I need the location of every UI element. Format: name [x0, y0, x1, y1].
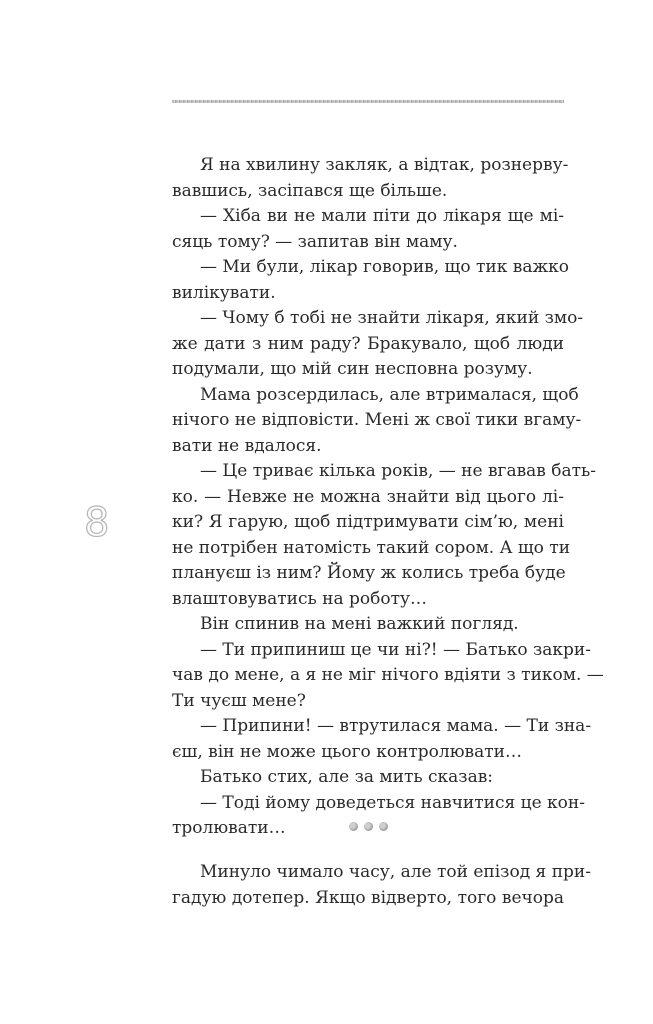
text-line: же дати з ним раду? Бракувало, щоб люди — [172, 333, 564, 354]
text-line: плануєш із ним? Йому ж колись треба буде — [172, 563, 566, 583]
page-number: 8 — [84, 500, 110, 546]
text-line: ко. — Невже не можна знайти від цього лі- — [172, 486, 564, 507]
text-line: — Тоді йому доведеться навчитися це кон- — [200, 792, 585, 813]
text-line: сяць тому? — запитав він маму. — [172, 231, 458, 252]
separator-dot — [379, 822, 388, 831]
text-line: тролювати… — [172, 818, 286, 838]
section-separator — [349, 822, 388, 831]
text-line: влаштовуватись на роботу… — [172, 588, 428, 609]
text-line: ки? Я гарую, щоб підтримувати сім’ю, мені — [172, 512, 564, 532]
text-line: Я на хвилину закляк, а відтак, рознерву- — [200, 155, 569, 175]
text-line: — Припини! — втрутилася мама. — Ти зна- — [200, 716, 592, 736]
text-line: Мама розсердилась, але втрималася, щоб — [200, 384, 579, 405]
text-line: не потрібен натомість такий сором. А що ти — [172, 537, 571, 558]
text-line: чав до мене, а я не міг нічого вдіяти з тиком. — — [172, 665, 604, 685]
text-line: вавшись, засіпався ще більше. — [172, 180, 448, 201]
text-line: — Хіба ви не мали піти до лікаря ще мі- — [200, 206, 564, 226]
text-line: Він спинив на мені важкий погляд. — [200, 614, 519, 634]
text-line: Ти чуєш мене? — [172, 690, 306, 711]
text-line: — Чому б тобі не знайти лікаря, який змо- — [200, 308, 584, 328]
separator-dot — [364, 822, 373, 831]
text-line: нічого не відповісти. Мені ж свої тики вгаму- — [172, 410, 582, 430]
header-rule — [172, 100, 564, 103]
text-line: вати не вдалося. — [172, 435, 322, 456]
text-line: — Це триває кілька років, — не вгавав бать- — [200, 461, 597, 481]
continuation-text — [172, 860, 591, 911]
text-line: вилікувати. — [172, 282, 276, 303]
text-line: подумали, що мій син несповна розуму. — [172, 359, 533, 379]
separator-dot — [349, 822, 358, 831]
text-line: — Ти припиниш це чи ні?! — Батько закри- — [200, 639, 591, 660]
text-line: Минуло чимало часу, але той епізод я при- — [200, 862, 591, 882]
main-text — [172, 153, 604, 842]
text-line: єш, він не може цього контролювати… — [172, 741, 522, 762]
text-line: гадую дотепер. Якщо відверто, того вечора — [172, 887, 564, 908]
text-line: — Ми були, лікар говорив, що тик важко — [200, 257, 569, 277]
text-line: Батько стих, але за мить сказав: — [200, 767, 494, 787]
